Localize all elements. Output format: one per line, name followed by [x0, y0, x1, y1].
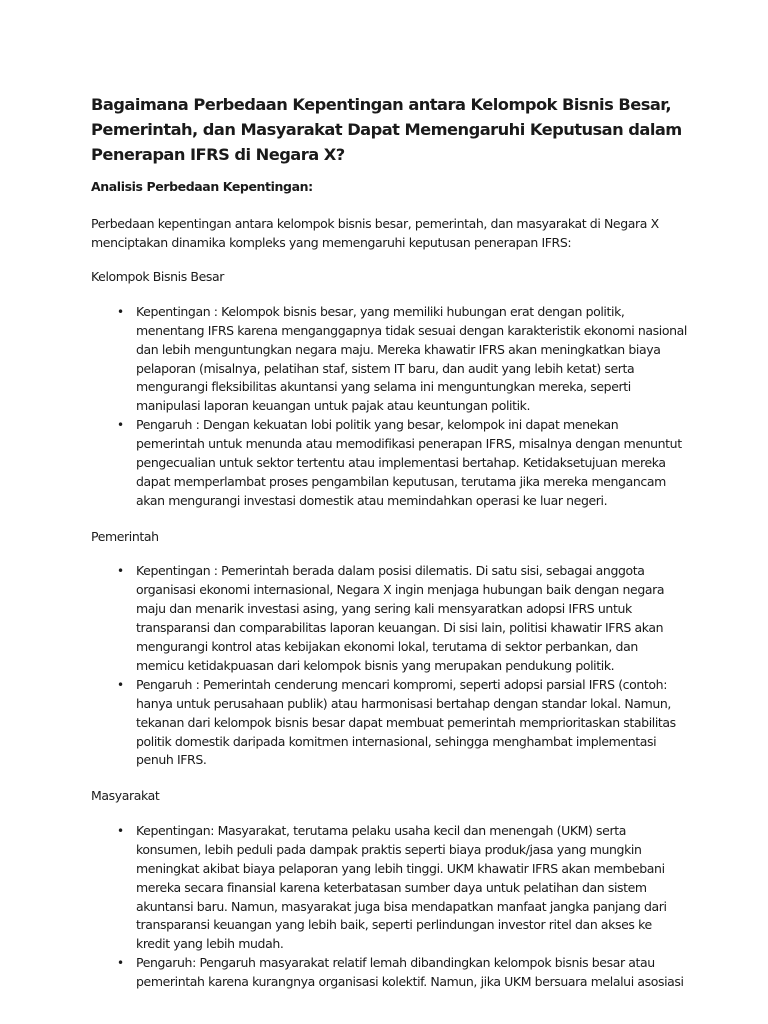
bullet-icon: •: [117, 304, 124, 319]
section-heading: Masyarakat: [91, 788, 160, 804]
analysis-heading: Analisis Perbedaan Kepentingan:: [91, 179, 313, 194]
bullet-icon: •: [117, 418, 124, 433]
list-item-text: Pengaruh: Pengaruh masyarakat relatif lemah dibandingkan kelompok bisnis besar atau pemerintah karena kurangnya organisasi kolektif. Namun, jika UKM bersuara melalui asosiasi: [136, 955, 684, 990]
bullet-icon: •: [117, 677, 124, 692]
list-item: [91, 303, 688, 416]
list-item-text: Kepentingan: Masyarakat, terutama pelaku usaha kecil dan menengah (UKM) serta konsumen, lebih peduli pada dampak praktis seperti biaya produk/jasa yang mungkin meningkat akibat biaya pelaporan yang lebih tinggi. UKM khawatir IFRS akan membebani mereka secara finansial karena keterbatasan sumber daya untuk pelatihan dan sistem akuntansi baru. Namun, masyarakat juga bisa mendapatkan manfaat jangka panjang dari transparansi keuangan yang lebih baik, seperti perlindungan investor ritel dan akses ke kredit yang lebih mudah.: [136, 822, 667, 952]
section-heading: Kelompok Bisnis Besar: [91, 269, 224, 285]
section-kelompok-bisnis-besar: [91, 268, 688, 511]
list-item-text: Kepentingan : Kelompok bisnis besar, yang memiliki hubungan erat dengan politik, menentang IFRS karena menganggapnya tidak sesuai dengan karakteristik ekonomi nasional dan lebih menguntungkan negara maju. Mereka khawatir IFRS akan meningkatkan biaya pelaporan (misalnya, pelatihan staf, sistem IT baru, dan audit yang lebih ketat) serta mengurangi fleksibilitas akuntansi yang selama ini menguntungkan mereka, seperti manipulasi laporan keuangan untuk pajak atau keuntungan politik.: [136, 303, 687, 414]
bullet-icon: •: [117, 564, 124, 579]
section-heading: Pemerintah: [91, 528, 159, 544]
bullet-icon: •: [117, 956, 124, 971]
list-item: [91, 562, 688, 675]
list-item: [91, 416, 688, 511]
list-item: [91, 822, 688, 954]
bullet-list: [91, 822, 688, 992]
list-item: [91, 676, 688, 771]
bullet-icon: •: [117, 823, 124, 838]
list-item-text: Pengaruh : Dengan kekuatan lobi politik yang besar, kelompok ini dapat menekan pemerintah untuk menunda atau memodifikasi penerapan IFRS, misalnya dengan menuntut pengecualian untuk sektor tertentu atau implementasi bertahap. Ketidaksetujuan mereka dapat memperlambat proses pengambilan keputusan, terutama jika mereka mengancam akan mengurangi investasi domestik atau memindahkan operasi ke luar negeri.: [136, 417, 682, 508]
list-item-text: Kepentingan : Pemerintah berada dalam posisi dilematis. Di satu sisi, sebagai anggota organisasi ekonomi internasional, Negara X ingin menjaga hubungan baik dengan negara maju dan menarik investasi asing, yang sering kali mensyaratkan adopsi IFRS untuk transparansi dan comparabilitas laporan keuangan. Di sisi lain, politisi khawatir IFRS akan mengurangi kontrol atas kebijakan ekonomi lokal, terutama di sektor perbankan, dan memicu ketidakpuasan dari kelompok bisnis yang merupakan pendukung politik.: [136, 563, 665, 673]
section-pemerintah: [91, 528, 688, 771]
section-masyarakat: [91, 787, 688, 992]
list-item-text: Pengaruh : Pemerintah cenderung mencari kompromi, seperti adopsi parsial IFRS (contoh: hanya untuk perusahaan publik) atau harmonisasi bertahap dengan standar lokal. Namun, tekanan dari kelompok bisnis besar dapat membuat pemerintah memprioritaskan stabilitas politik domestik daripada komitmen internasional, sehingga menghambat implementasi penuh IFRS.: [136, 676, 676, 768]
intro-paragraph: Perbedaan kepentingan antara kelompok bisnis besar, pemerintah, dan masyarakat di Negara X menciptakan dinamika kompleks yang memengaruhi keputusan penerapan IFRS:: [91, 216, 659, 250]
bullet-list: [91, 562, 688, 770]
bullet-list: [91, 303, 688, 511]
document-title: Bagaimana Perbedaan Kepentingan antara Kelompok Bisnis Besar, Pemerintah, dan Masyarakat Dapat Memengaruhi Keputusan dalam Penerapan IFRS di Negara X?: [91, 95, 682, 164]
list-item: [91, 954, 688, 992]
